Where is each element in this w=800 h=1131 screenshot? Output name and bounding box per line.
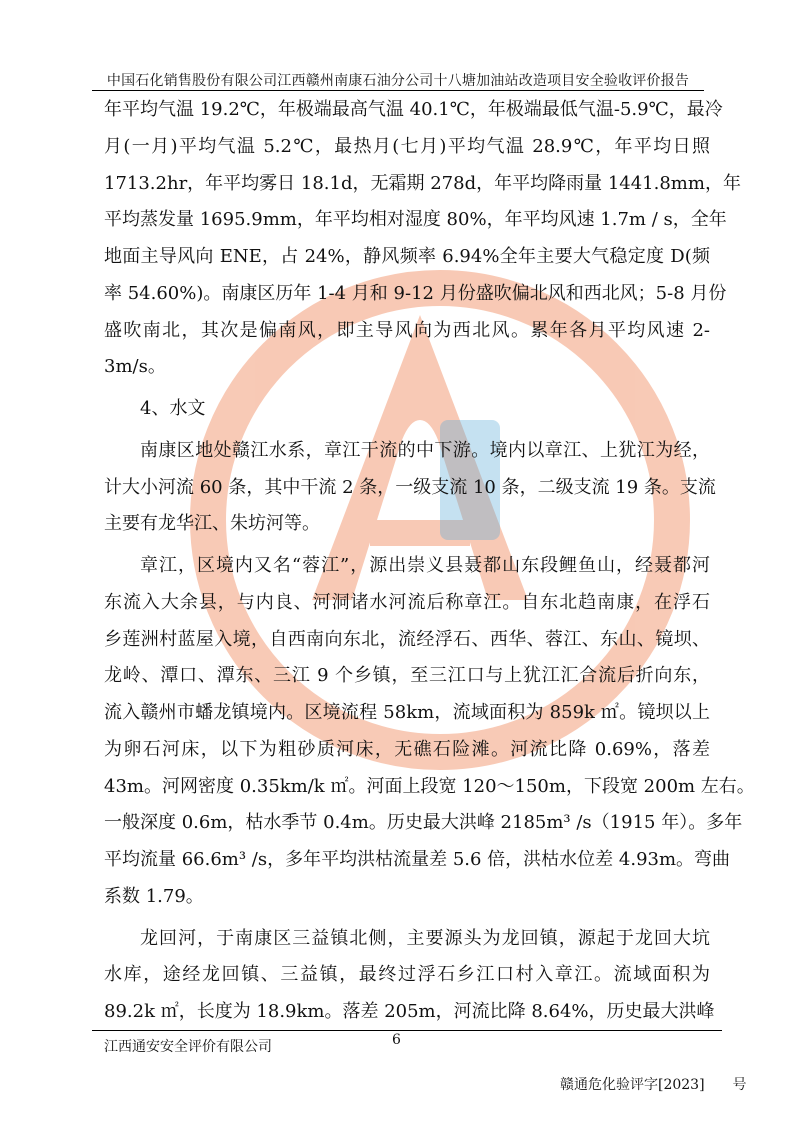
- paragraph-line: 流入赣州市蟠龙镇境内。区境流程 58km，流域面积为 859k ㎡。镜坝以上: [104, 702, 710, 723]
- paragraph-line: 水库，途经龙回镇、三益镇，最终过浮石乡江口村入章江。流域面积为: [104, 964, 710, 986]
- paragraph-line: 主要有龙华江、朱坊河等。: [104, 513, 320, 535]
- section-heading: 4、水文: [140, 398, 206, 419]
- paragraph-line: 43m。河网密度 0.35km/k ㎡。河面上段宽 120～150m，下段宽 200m 左右。: [104, 775, 755, 797]
- paragraph-line: 盛吹南北，其次是偏南风，即主导风向为西北风。累年各月平均风速 2-: [104, 319, 710, 341]
- page-header: 中国石化销售股份有限公司江西赣州南康石油分公司十八塘加油站改造项目安全验收评价报告: [106, 73, 690, 89]
- footer-divider: [92, 1030, 722, 1031]
- paragraph-line: 章江，区境内又名“蓉江”，源出崇义县聂都山东段鲤鱼山，经聂都河: [140, 555, 710, 576]
- paragraph-line: 平均蒸发量 1695.9mm，年平均相对湿度 80%，年平均风速 1.7m / s，全年: [104, 209, 727, 231]
- paragraph-line: 89.2k ㎡，长度为 18.9km。落差 205m，河流比降 8.64%，历史最大洪峰: [104, 1001, 715, 1022]
- paragraph-line: 3m/s。: [104, 356, 166, 378]
- paragraph-line: 计大小河流 60 条，其中干流 2 条，一级支流 10 条，二级支流 19 条。支流: [104, 476, 716, 498]
- paragraph-line: 1713.2hr，年平均雾日 18.1d，无霜期 278d，年平均降雨量 1441.8mm，年: [104, 172, 741, 194]
- footer-company: 江西通安安全评价有限公司: [104, 1039, 272, 1055]
- page-number: 6: [392, 1032, 401, 1048]
- paragraph-line: 南康区地处赣江水系，章江干流的中下游。境内以章江、上犹江为经，: [140, 439, 710, 461]
- paragraph-line: 东流入大余县，与内良、河洞诸水河流后称章江。自东北趋南康，在浮石: [104, 591, 710, 613]
- paragraph-line: 乡莲洲村蓝屋入境，自西南向东北，流经浮石、西华、蓉江、东山、镜坝、: [104, 628, 710, 650]
- paragraph-line: 率 54.60%)。南康区历年 1-4 月和 9-12 月份盛吹偏北风和西北风；5-8 月份: [104, 282, 727, 304]
- paragraph-line: 龙岭、潭口、潭东、三江 9 个乡镇，至三江口与上犹江汇合流后折向东，: [104, 665, 710, 687]
- paragraph-line: 地面主导风向 ENE，占 24%，静风频率 6.94%全年主要大气稳定度 D(频: [104, 246, 710, 267]
- paragraph-line: 月(一月)平均气温 5.2℃，最热月(七月)平均气温 28.9℃，年平均日照: [104, 135, 710, 157]
- paragraph-line: 龙回河，于南康区三益镇北侧，主要源头为龙回镇，源起于龙回大坑: [140, 927, 710, 949]
- paragraph-line: 平均流量 66.6m³ /s，多年平均洪枯流量差 5.6 倍，洪枯水位差 4.93m。弯曲: [104, 849, 731, 870]
- footer-doc-number: 赣通危化验评字[2023] 号: [560, 1077, 747, 1093]
- paragraph-line: 一般深度 0.6m，枯水季节 0.4m。历史最大洪峰 2185m³ /s（1915 年）。多年: [104, 812, 743, 834]
- paragraph-line: 年平均气温 19.2℃，年极端最高气温 40.1℃，年极端最低气温-5.9℃，最冷: [104, 99, 723, 120]
- header-divider: [92, 90, 704, 91]
- paragraph-line: 为卵石河床，以下为粗砂质河床，无礁石险滩。河流比降 0.69%，落差: [104, 738, 710, 760]
- paragraph-line: 系数 1.79。: [104, 885, 204, 907]
- document-body: [104, 92, 755, 1031]
